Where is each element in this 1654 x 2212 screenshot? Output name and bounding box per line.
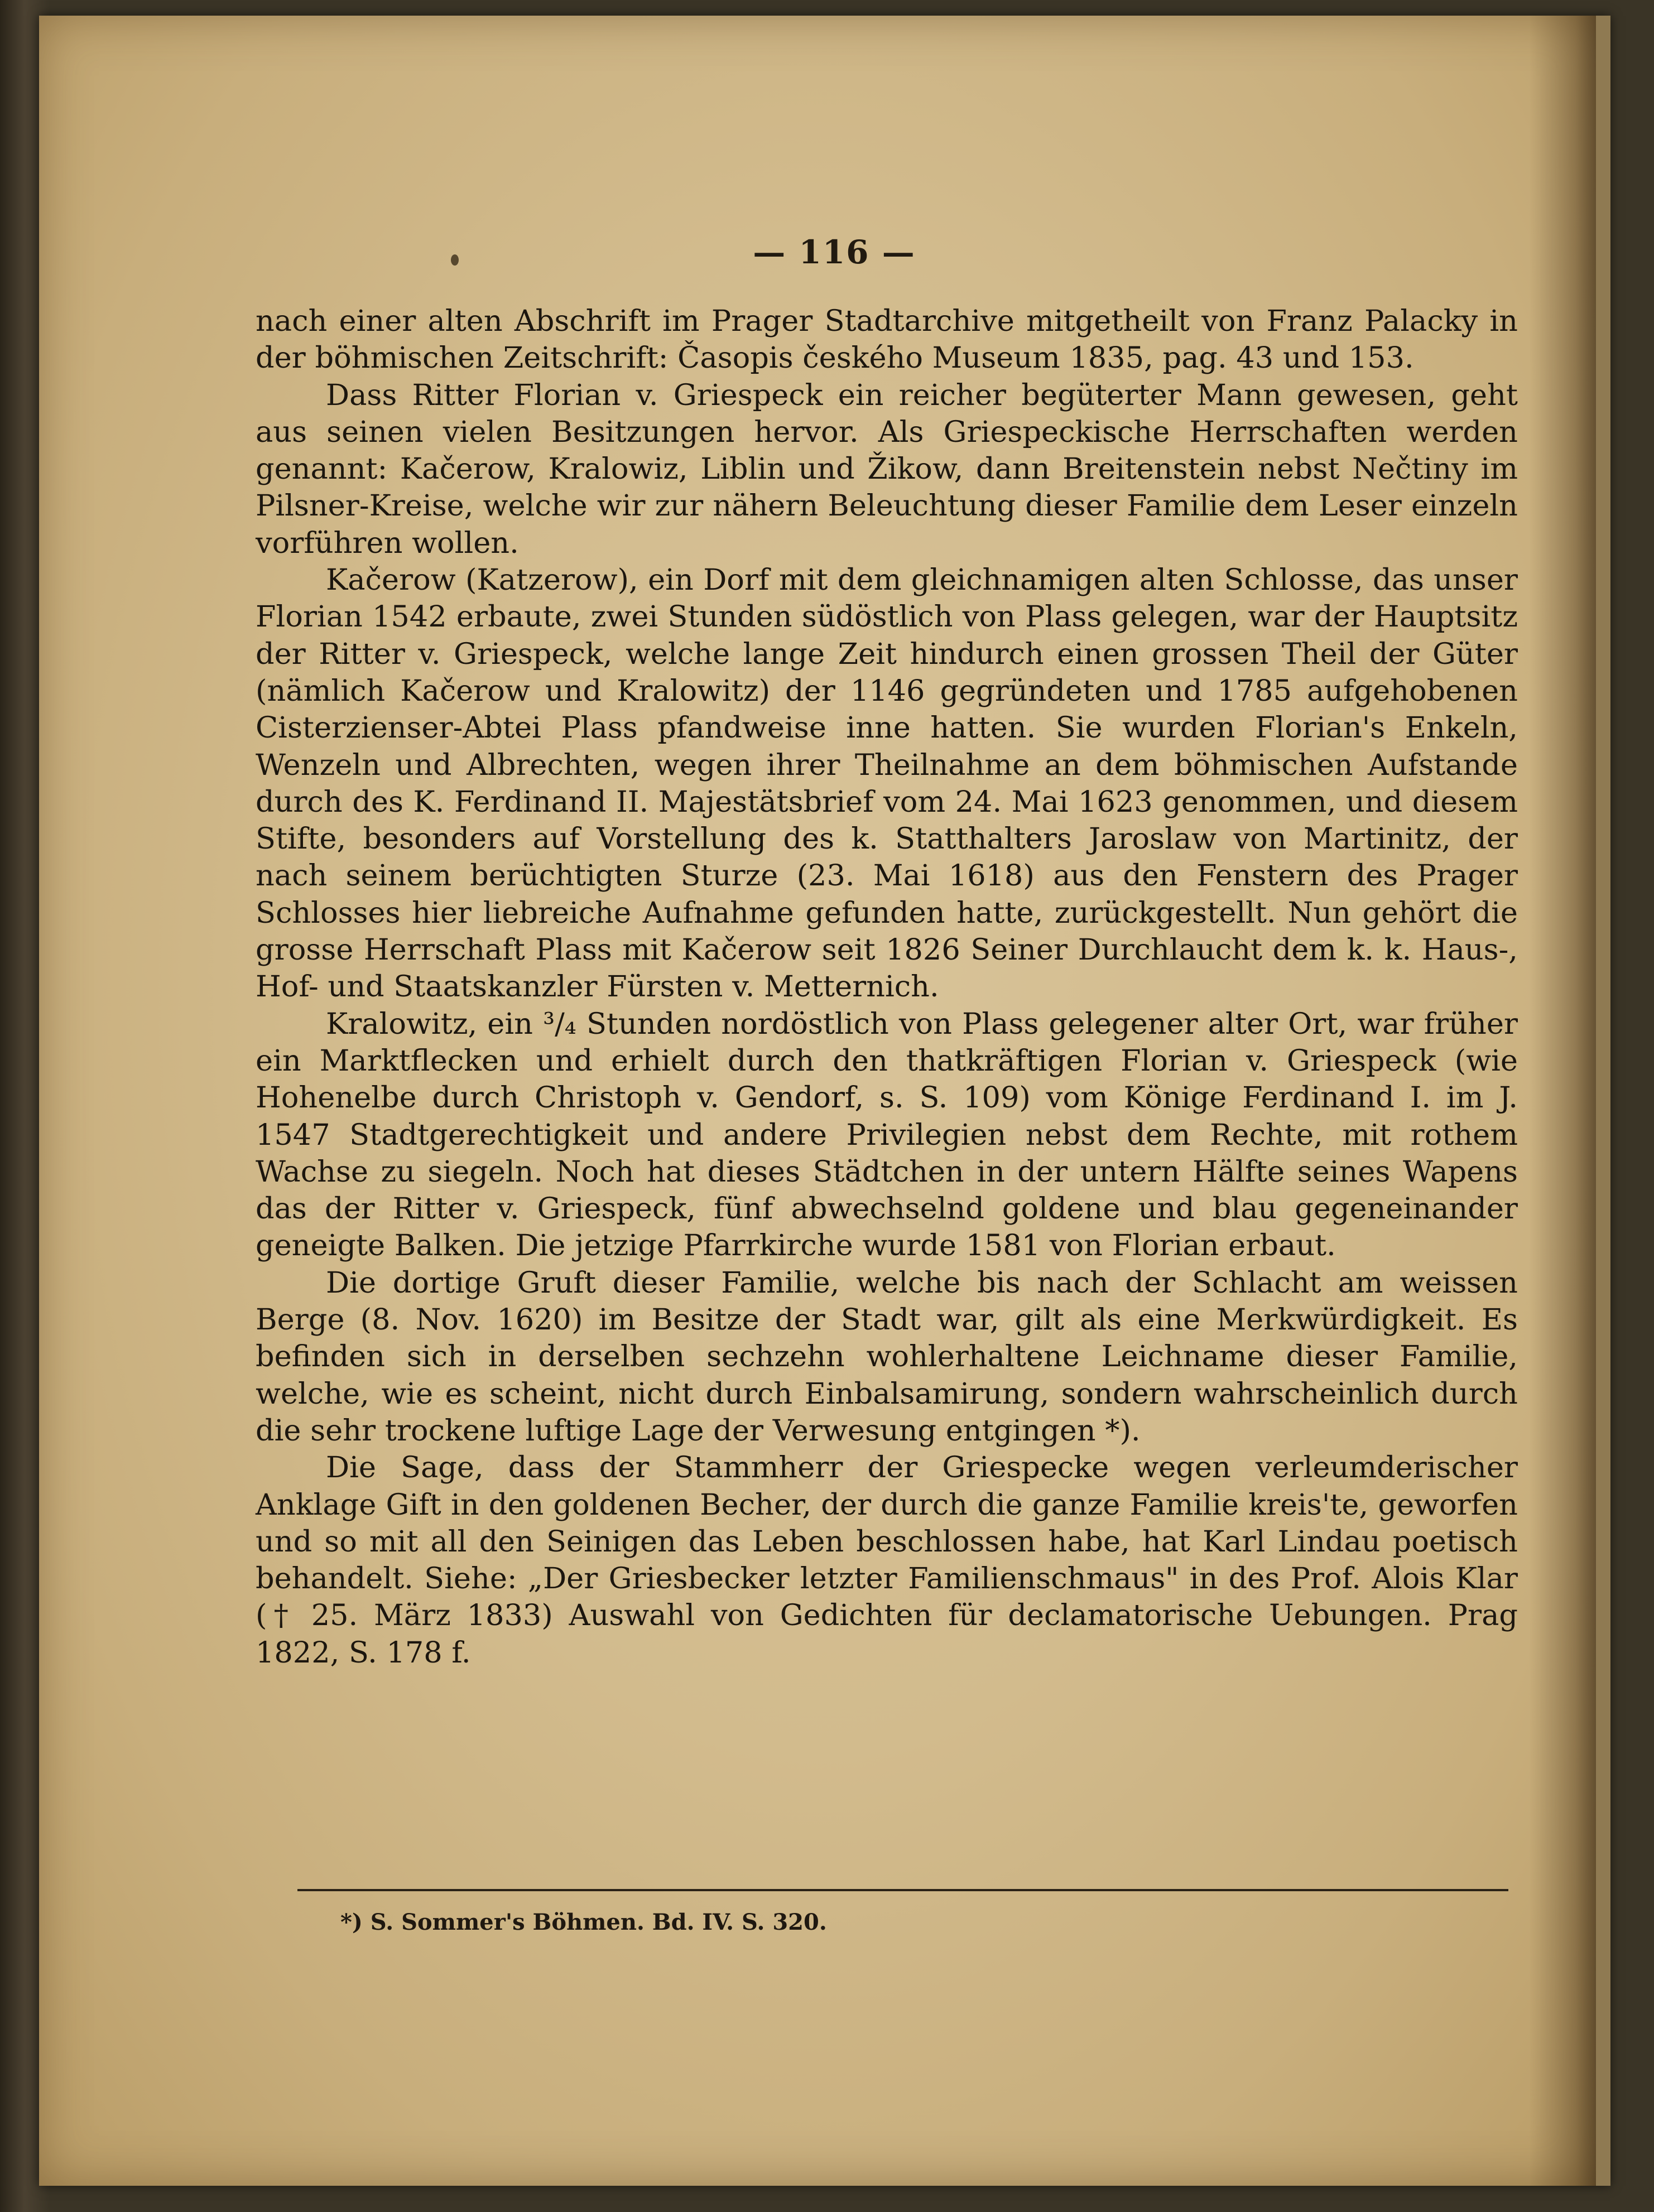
book-page	[39, 16, 1610, 2186]
paragraph-gruft: Die dortige Gruft dieser Familie, welche bis nach der Schlacht am weissen Berge (8. Nov. 1620) im Besitze der Stadt war, gilt als eine Merkwürdigkeit. Es befinden sich in derselben sechzehn wohlerhaltene Leichname dieser Familie, welche, wie es scheint, nicht durch Einbalsamirung, sondern wahrscheinlich durch die sehr trockene luftige Lage der Verwesung entgingen *).	[256, 1265, 1518, 1448]
paragraph-sage: Die Sage, dass der Stammherr der Griespecke wegen verleumderischer Anklage Gift in den goldenen Becher, der durch die ganze Familie kreis'te, geworfen und so mit all den Seinigen das Leben beschlossen habe, hat Karl Lindau poetisch behandelt. Siehe: „Der Griesbecker letzter Familienschmaus" in des Prof. Alois Klar († 25. März 1833) Auswahl von Gedichten für declamatorische Uebungen. Prag 1822, S. 178 f.	[256, 1450, 1518, 1670]
paragraph-kacerow: Kačerow (Katzerow), ein Dorf mit dem gleichnamigen alten Schlosse, das unser Florian 1542 erbaute, zwei Stunden südöstlich von Plass gelegen, war der Hauptsitz der Ritter v. Griespeck, welche lange Zeit hindurch einen grossen Theil der Güter (nämlich Kačerow und Kralowitz) der 1146 gegründeten und 1785 aufgehobenen Cisterzienser-Abtei Plass pfandweise inne hatten. Sie wurden Florian's Enkeln, Wenzeln und Albrechten, wegen ihrer Theilnahme an dem böhmischen Aufstande durch des K. Ferdinand II. Majestätsbrief vom 24. Mai 1623 genommen, und diesem Stifte, besonders auf Vorstellung des k. Statthalters Jaroslaw von Martinitz, der nach seinem berüchtigten Sturze (23. Mai 1618) aus den Fenstern des Prager Schlosses hier liebreiche Aufnahme gefunden hatte, zurückgestellt. Nun gehört die grosse Herrschaft Plass mit Kačerow seit 1826 Seiner Durchlaucht dem k. k. Haus-, Hof- und Staatskanzler Fürsten v. Metternich.	[256, 563, 1518, 1004]
footnote-rule	[297, 1889, 1508, 1891]
footnote: *) S. Sommer's Böhmen. Bd. IV. S. 320.	[340, 1909, 827, 1935]
page-number: — 116 —	[753, 233, 916, 271]
paragraph-continuation: nach einer alten Abschrift im Prager Stadtarchive mitgetheilt von Franz Palacky in der böhmischen Zeitschrift: Časopis českého Museum 1835, pag. 43 und 153.	[256, 304, 1518, 375]
body-text	[256, 303, 1518, 1671]
paragraph-griespeck-possessions: Dass Ritter Florian v. Griespeck ein reicher begüterter Mann gewesen, geht aus seinen vielen Besitzungen hervor. Als Griespeckische Herrschaften werden genannt: Kačerow, Kralowiz, Liblin und Žikow, dann Breitenstein nebst Nečtiny im Pilsner-Kreise, welche wir zur nähern Beleuchtung dieser Familie dem Leser einzeln vorführen wollen.	[256, 378, 1518, 560]
paragraph-kralowitz: Kralowitz, ein ³/₄ Stunden nordöstlich von Plass gelegener alter Ort, war früher ein Marktflecken und erhielt durch den thatkräftigen Florian v. Griespeck (wie Hohenelbe durch Christoph v. Gendorf, s. S. 109) vom Könige Ferdinand I. im J. 1547 Stadtgerechtigkeit und andere Privilegien nebst dem Rechte, mit rothem Wachse zu siegeln. Noch hat dieses Städtchen in der untern Hälfte seines Wapens das der Ritter v. Griespeck, fünf abwechselnd goldene und blau gegeneinander geneigte Balken. Die jetzige Pfarrkirche wurde 1581 von Florian erbaut.	[256, 1006, 1518, 1263]
gutter-shadow	[1529, 16, 1596, 2186]
